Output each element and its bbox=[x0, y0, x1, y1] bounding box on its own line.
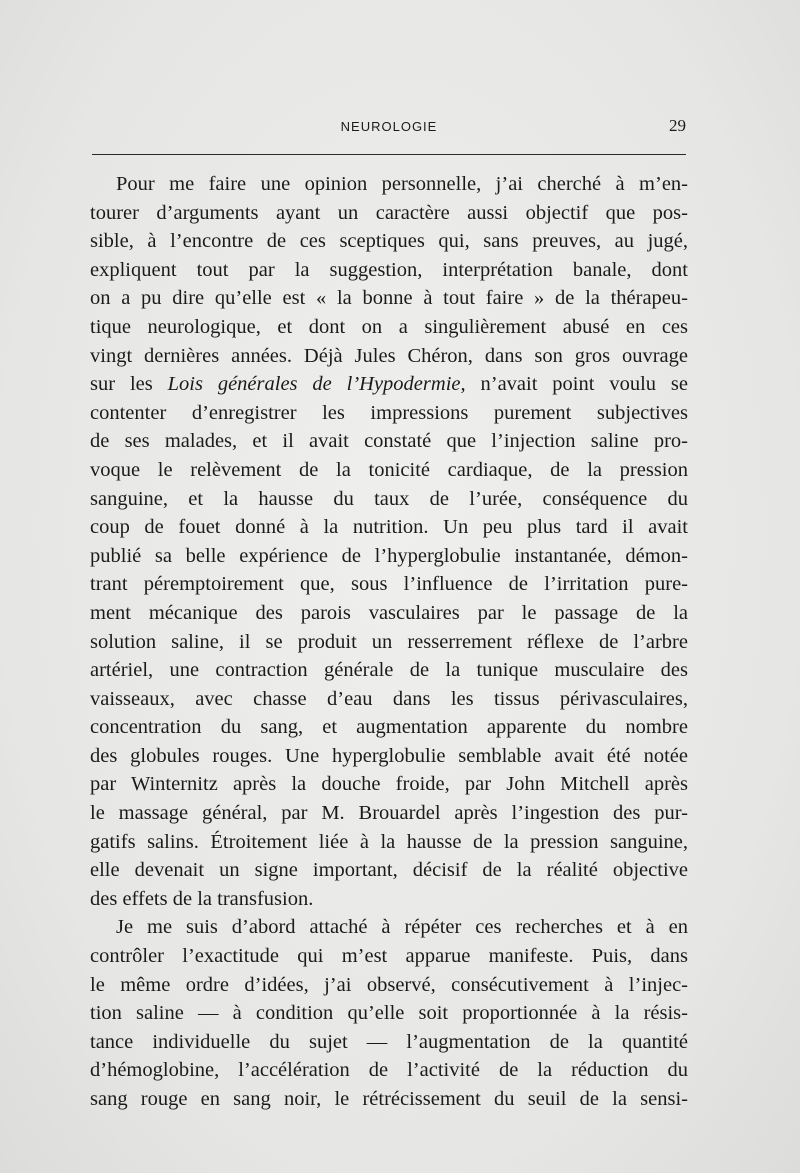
text-line: le même ordre d’idées, j’ai observé, consécutivement à l’injec- bbox=[90, 973, 688, 996]
page-header bbox=[92, 116, 686, 138]
page-number: 29 bbox=[669, 116, 686, 135]
text-line: on a pu dire qu’elle est « la bonne à tout faire » de la thérapeu- bbox=[90, 287, 688, 310]
text-line: tique neurologique, et dont on a singulièrement abusé en ces bbox=[90, 315, 688, 338]
text-line: gatifs salins. Étroitement liée à la hausse de la pression sanguine, bbox=[90, 830, 688, 853]
text-line: voque le relèvement de la tonicité cardiaque, de la pression bbox=[90, 458, 688, 481]
text-line: vingt dernières années. Déjà Jules Chéron, dans son gros ouvrage bbox=[90, 344, 688, 367]
text-line: sible, à l’encontre de ces sceptiques qui, sans preuves, au jugé, bbox=[90, 230, 688, 253]
text-line: Pour me faire une opinion personnelle, j’ai cherché à m’en- bbox=[116, 173, 688, 195]
text-line: des globules rouges. Une hyperglobulie semblable avait été notée bbox=[90, 744, 688, 767]
text-run: n’avait point voulu se bbox=[465, 373, 688, 396]
italic-title: Lois générales de l’Hypodermie, bbox=[167, 373, 466, 396]
text-line: concentration du sang, et augmentation apparente du nombre bbox=[90, 716, 688, 739]
text-line: solution saline, il se produit un resserrement réflexe de l’arbre bbox=[90, 630, 688, 653]
text-line: par Winternitz après la douche froide, par John Mitchell après bbox=[90, 773, 688, 796]
text-line: trant péremptoirement que, sous l’influence de l’irritation pure- bbox=[90, 573, 688, 596]
text-line: artériel, une contraction générale de la tunique musculaire des bbox=[90, 659, 688, 682]
text-line: sanguine, et la hausse du taux de l’urée, conséquence du bbox=[90, 487, 688, 510]
text-line: d’hémoglobine, l’accélération de l’activité de la réduction du bbox=[90, 1059, 688, 1082]
text-line: tance individuelle du sujet — l’augmentation de la quantité bbox=[90, 1030, 688, 1053]
text-line: expliquent tout par la suggestion, interprétation banale, dont bbox=[90, 258, 688, 281]
running-head: NEUROLOGIE bbox=[340, 119, 438, 134]
text-line: le massage général, par M. Brouardel après l’ingestion des pur- bbox=[90, 802, 688, 825]
text-line: sang rouge en sang noir, le rétrécissement du seuil de la sensi- bbox=[90, 1088, 688, 1110]
text-line: vaisseaux, avec chasse d’eau dans les tissus périvasculaires, bbox=[90, 687, 688, 710]
text-line: Je me suis d’abord attaché à répéter ces recherches et à en bbox=[116, 916, 688, 939]
text-line: ment mécanique des parois vasculaires par le passage de la bbox=[90, 601, 688, 624]
text-line: contrôler l’exactitude qui m’est apparue manifeste. Puis, dans bbox=[90, 945, 688, 968]
text-line: publié sa belle expérience de l’hyperglobulie instantanée, démon- bbox=[90, 544, 688, 567]
text-line: des effets de la transfusion. bbox=[90, 887, 314, 910]
paragraph bbox=[90, 913, 688, 1113]
body-text bbox=[90, 170, 688, 1114]
text-line: elle devenait un signe important, décisif de la réalité objective bbox=[90, 859, 688, 882]
text-line: coup de fouet donné à la nutrition. Un peu plus tard il avait bbox=[90, 516, 688, 539]
text-line: tourer d’arguments ayant un caractère aussi objectif que pos- bbox=[90, 201, 688, 224]
text-line: tion saline — à condition qu’elle soit proportionnée à la résis- bbox=[90, 1002, 688, 1025]
text-line: de ses malades, et il avait constaté que l’injection saline pro- bbox=[90, 430, 688, 453]
text-line bbox=[90, 370, 688, 399]
paragraph bbox=[90, 170, 688, 913]
text-run: sur les bbox=[90, 373, 168, 396]
text-line: contenter d’enregistrer les impressions purement subjectives bbox=[90, 401, 688, 424]
header-rule bbox=[92, 154, 686, 155]
